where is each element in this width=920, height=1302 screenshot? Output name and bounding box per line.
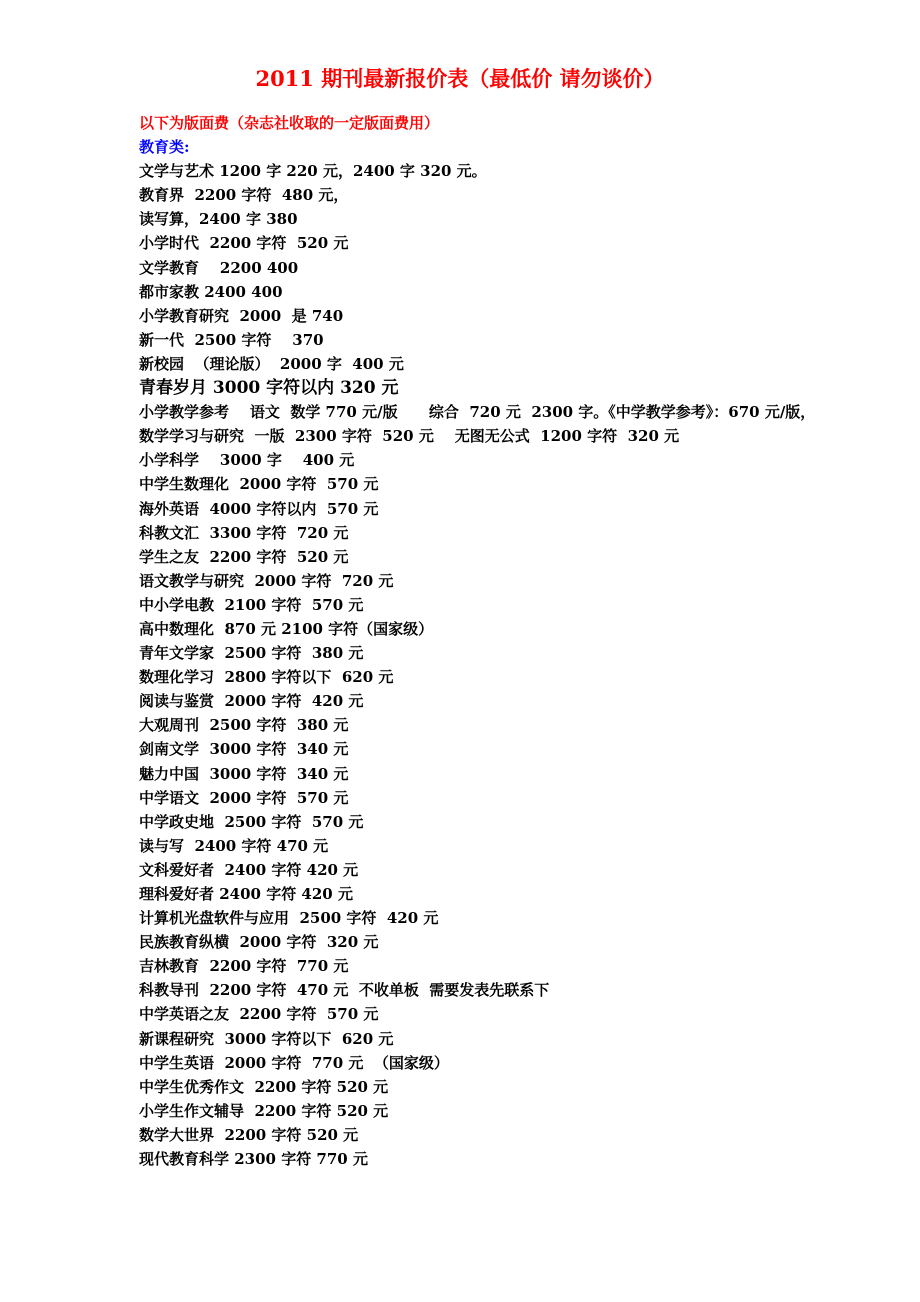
list-item: 中学政史地 2500 字符 570 元: [139, 812, 364, 831]
list-item: 计算机光盘软件与应用 2500 字符 420 元: [139, 909, 439, 928]
list-item: 新课程研究 3000 字符以下 620 元: [139, 1029, 394, 1048]
list-item: 科教导刊 2200 字符 470 元 不收单板 需要发表先联系下: [139, 981, 550, 1000]
list-item: 读写算，2400 字 380: [139, 210, 298, 229]
list-item: 新一代 2500 字符 370: [139, 330, 324, 349]
list-item: 数学大世界 2200 字符 520 元: [139, 1125, 359, 1144]
list-item: 中学生优秀作文 2200 字符 520 元: [139, 1077, 389, 1096]
list-item: 数理化学习 2800 字符以下 620 元: [139, 668, 394, 687]
category-heading: 教育类:: [139, 138, 190, 157]
list-item: 高中数理化 870 元 2100 字符（国家级）: [139, 619, 434, 638]
list-item: 小学生作文辅导 2200 字符 520 元: [139, 1101, 389, 1120]
list-item: 文学与艺术 1200 字 220 元，2400 字 320 元。: [139, 162, 487, 181]
list-item: 中学生英语 2000 字符 770 元 （国家级）: [139, 1053, 449, 1072]
list-item: 科教文汇 3300 字符 720 元: [139, 523, 349, 542]
list-item: 青春岁月 3000 字符以内 320 元: [139, 378, 399, 399]
page-title: 2011 期刊最新报价表（最低价 请勿谈价）: [255, 66, 665, 91]
list-item: 学生之友 2200 字符 520 元: [139, 547, 349, 566]
list-item: 语文教学与研究 2000 字符 720 元: [139, 571, 394, 590]
list-item: 中学生数理化 2000 字符 570 元: [139, 475, 379, 494]
intro-note: 以下为版面费（杂志社收取的一定版面费用）: [139, 114, 440, 132]
list-item: 文学教育 2200 400: [139, 258, 299, 277]
list-item: 剑南文学 3000 字符 340 元: [139, 740, 349, 759]
list-item: 小学科学 3000 字 400 元: [139, 451, 355, 470]
list-item: 小学教学参考 语文 数学 770 元/版 综合 720 元 2300 字。《中学教学参考》：670 元/版，: [139, 403, 816, 422]
list-item: 数学学习与研究 一版 2300 字符 520 元 无图无公式 1200 字符 320 元: [139, 427, 680, 446]
list-item: 小学时代 2200 字符 520 元: [139, 234, 349, 253]
list-item: 教育界 2200 字符 480 元，: [139, 186, 349, 205]
list-item: 都市家教 2400 400: [139, 282, 283, 301]
list-item: 民族教育纵横 2000 字符 320 元: [139, 933, 379, 952]
list-item: 中学语文 2000 字符 570 元: [139, 788, 349, 807]
list-item: 海外英语 4000 字符以内 570 元: [139, 499, 379, 518]
list-item: 现代教育科学 2300 字符 770 元: [139, 1150, 368, 1169]
list-item: 新校园 （理论版） 2000 字 400 元: [139, 354, 404, 373]
list-item: 读与写 2400 字符 470 元: [139, 836, 329, 855]
list-item: 魅力中国 3000 字符 340 元: [139, 764, 349, 783]
list-item: 中小学电教 2100 字符 570 元: [139, 595, 364, 614]
list-item: 文科爱好者 2400 字符 420 元: [139, 860, 359, 879]
list-item: 大观周刊 2500 字符 380 元: [139, 716, 349, 735]
list-item: 青年文学家 2500 字符 380 元: [139, 644, 364, 663]
list-item: 理科爱好者 2400 字符 420 元: [139, 885, 353, 903]
list-item: 小学教育研究 2000 是 740: [139, 306, 344, 325]
list-item: 吉林教育 2200 字符 770 元: [139, 957, 349, 976]
price-list: [139, 111, 909, 1171]
list-item: 中学英语之友 2200 字符 570 元: [139, 1005, 379, 1024]
list-item: 阅读与鉴赏 2000 字符 420 元: [139, 692, 364, 711]
